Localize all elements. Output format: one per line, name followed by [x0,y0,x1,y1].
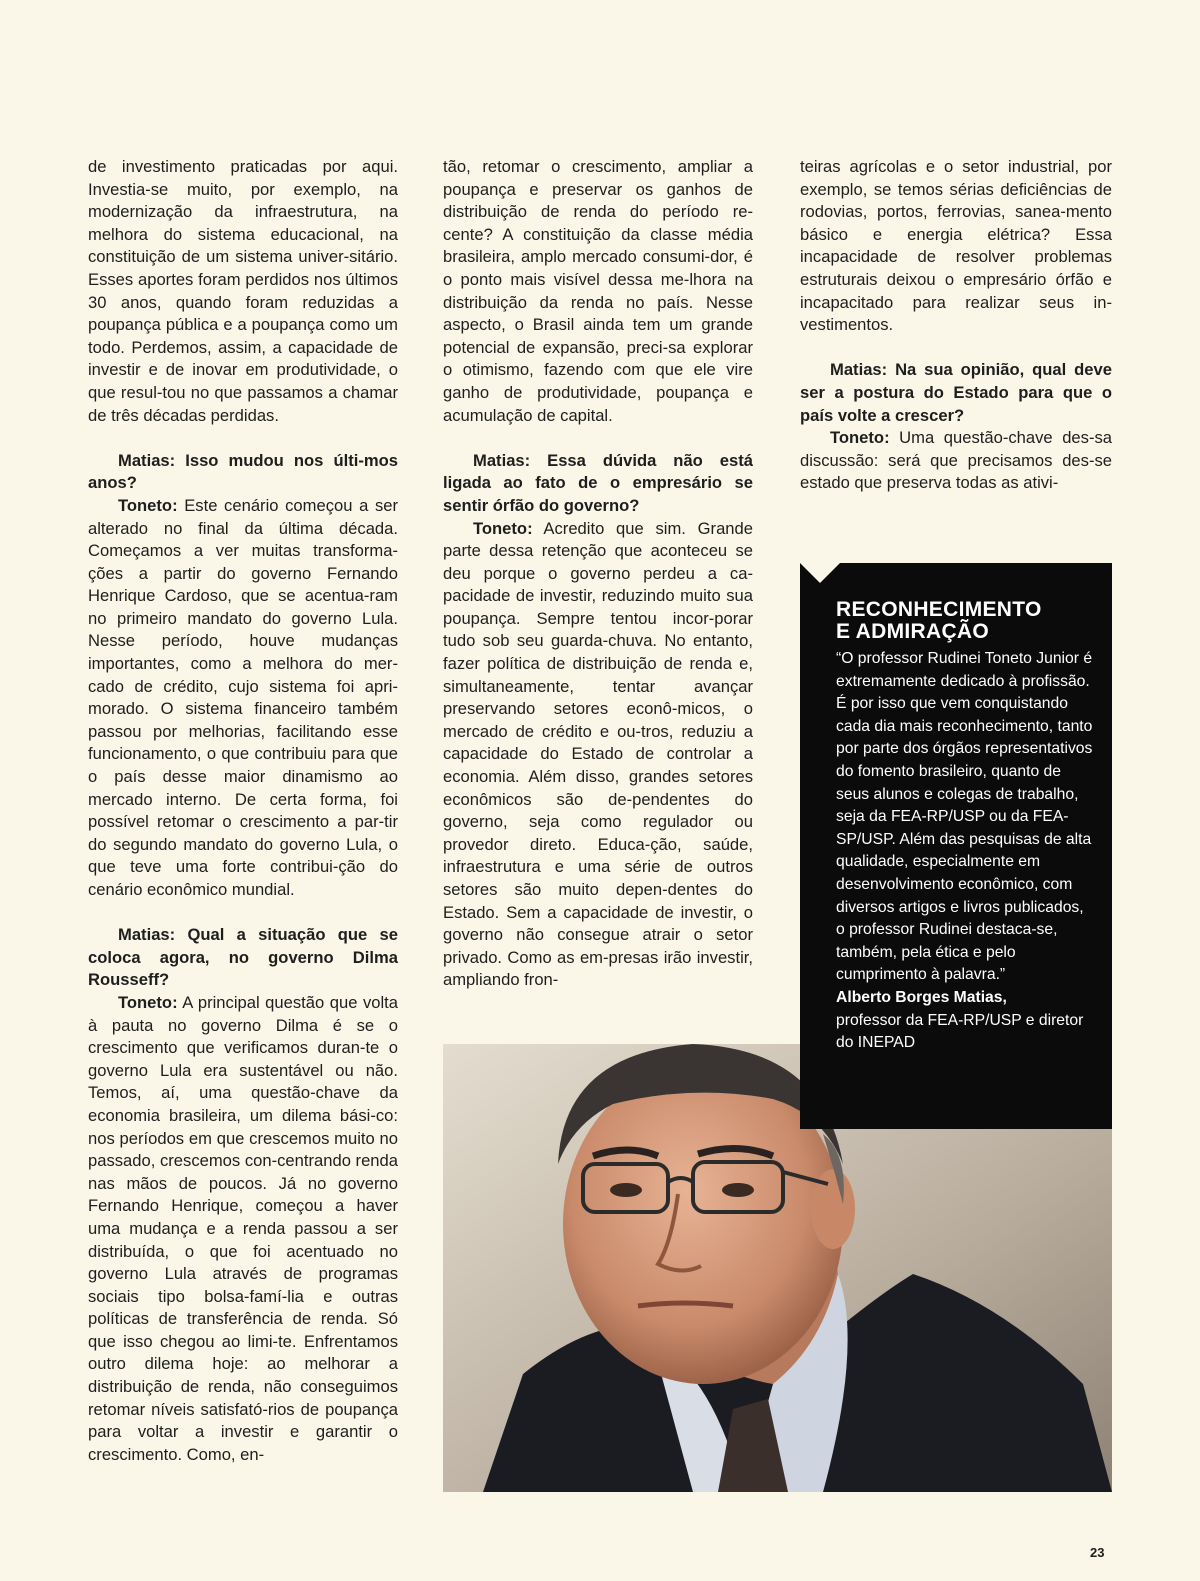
interview-answer [443,518,753,992]
interview-question: Matias: Isso mudou nos últi-mos anos? [88,450,398,493]
quote-author: Alberto Borges Matias, [836,988,1007,1006]
text-column-3 [800,156,1112,495]
page-number: 23 [1090,1545,1105,1560]
interview-question: Matias: Na sua opinião, qual deve ser a postura do Estado para que o país volte a crescer? [800,360,1112,425]
paragraph: teiras agrícolas e o setor industrial, por exemplo, se temos sérias deficiências de rodovias, portos, ferrovias, sanea-mento básico e energia elétrica? Essa incapacidade de resolver problemas estruturais deixou o empresário órfão e incapacitado para realizar seus in-vestimentos. [800,157,1112,335]
box-title: RECONHECIMENTO E ADMIRAÇÃO [836,598,1042,643]
speaker-name: Toneto: [118,992,178,1012]
box-notch [800,563,840,583]
answer-text: A principal questão que volta à pauta no governo Dilma é se o crescimento que verificamos duran-te o governo Lula era sustentável ou não. Temos, aí, uma questão-chave da economia brasileira, um dilema bási-co: nos períodos em que crescemos muito no passado, crescemos con-centrando renda nas mãos de poucos. Já no governo Fernando Henrique, começou a haver uma mudança e a renda passou a ser distribuída, o que foi acentuado no governo Lula através de programas sociais tipo bolsa-famí-lia e outras políticas de transferência de renda. Só que isso chegou ao limi-te. Enfrentamos outro dilema hoje: ao melhorar a distribuição de renda, não conseguimos retomar níveis satisfató-rios de poupança para voltar a investir e garantir o crescimento. Como, en- [88,992,398,1464]
answer-text: Uma questão-chave des-sa discussão: será que precisamos des-se estado que preserva todas as ativi- [800,428,1112,493]
interview-answer [88,992,398,1466]
quote-text: “O professor Rudinei Toneto Junior é extremamente dedicado à profissão. É por isso que vem conquistando cada dia mais reconhecimento, tanto por parte dos órgãos representativos do fomento brasileiro, quanto de seus alunos e colegas de trabalho, seja da FEA-RP/USP ou da FEA-SP/USP. Além das pesquisas de alta qualidade, especialmente em desenvolvimento econômico, com diversos artigos e livros publicados, o professor Rudinei destaca-se, também, pela ética e pelo cumprimento à palavra.” [836,650,1093,984]
paragraph: tão, retomar o crescimento, ampliar a poupança e preservar os ganhos de distribuição de renda do período re-cente? A constituição da classe média brasileira, amplo mercado consumi-dor, é o ponto mais visível dessa me-lhora na distribuição da renda no país. Nesse aspecto, o Brasil ainda tem um grande potencial de expansão, preci-sa explorar o otimismo, fazendo com que ele vire ganho de produtividade, poupança e acumulação de capital. [443,157,753,425]
interview-question: Matias: Qual a situação que se coloca agora, no governo Dilma Rousseff? [88,925,398,990]
text-column-1 [88,156,398,1466]
sidebar-box [800,563,1112,1129]
speaker-name: Toneto: [473,518,533,538]
interview-answer [800,427,1112,495]
paragraph: de investimento praticadas por aqui. Investia-se muito, por exemplo, na modernização da infraestrutura, na melhora do sistema educacional, na constituição de um sistema univer-sitário. Esses aportes foram perdidos nos últimos 30 anos, quando foram reduzidas a poupança pública e a poupança como um todo. Perdemos, assim, a capacidade de investir e de inovar em produtividade, o que resul-tou no que passamos a chamar de três décadas perdidas. [88,157,398,425]
box-quote [836,648,1096,1055]
interview-question: Matias: Essa dúvida não está ligada ao fato de o empresário se sentir órfão do governo? [443,450,753,515]
answer-text: Este cenário começou a ser alterado no final da última década. Começamos a ver muitas transforma-ções a partir do governo Fernando Henrique Cardoso, que se acentua-ram no primeiro mandato do governo Lula. Nesse período, houve mudanças importantes, como a melhora do mer-cado de crédito, cujo sistema foi apri-morado. O sistema financeiro também passou por melhorias, facilitando esse funcionamento, o que contribuiu para que o país desse maior dinamismo ao mercado interno. De certa forma, foi possível retomar o crescimento a par-tir do segundo mandato do governo Lula, o que teve uma forte contribui-ção do cenário econômico mundial. [88,495,398,899]
answer-text: Acredito que sim. Grande parte dessa retenção que aconteceu se deu porque o governo perdeu a ca-pacidade de investir, reduzindo muito sua poupança. Sempre tentou incor-porar tudo sob seu guarda-chuva. No entanto, fazer política de distribuição de renda e, simultaneamente, tentar avançar preservando setores econô-micos, o mercado de crédito e ou-tros, reduziu a capacidade do Estado de controlar a economia. Além disso, grandes setores econômicos são de-pendentes do governo, seja como regulador ou provedor direto. Educa-ção, saúde, infraestrutura e uma série de outros setores são muito depen-dentes do Estado. Sem a capacidade de investir, o governo não consegue atrair o setor privado. Como as em-presas irão investir, ampliando fron- [443,518,753,990]
quote-author-role: professor da FEA-RP/USP e diretor do INEPAD [836,1011,1084,1052]
interview-answer [88,495,398,902]
speaker-name: Toneto: [830,428,890,448]
text-column-2 [443,156,753,992]
speaker-name: Toneto: [118,495,178,515]
